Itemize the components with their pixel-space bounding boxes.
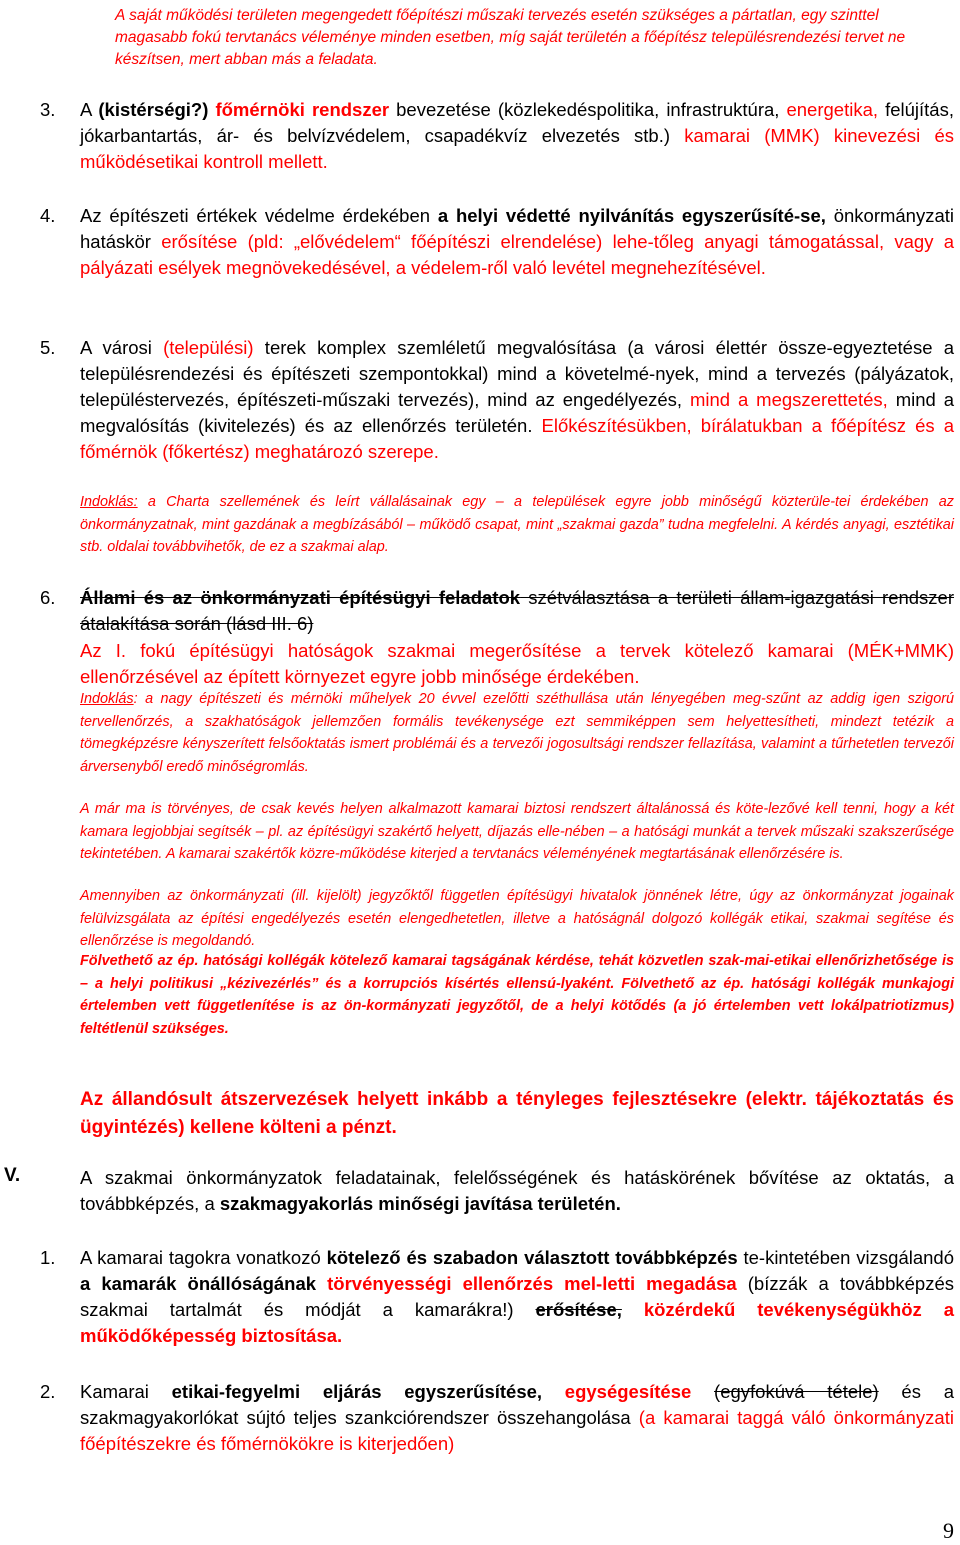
item-5-number: 5. (40, 337, 56, 358)
item-3-text: A (kistérségi?) főmérnöki rendszer bevezetése (közlekedéspolitika, infrastruktúra, energetika, felújítás, jókarbantartás, ár- és belvízvédelem, csapadékvíz elvezetés stb.) kamarai (MMK) kinevezési és működésetikai kontroll mellett. (80, 99, 954, 172)
item-6-paragraph-2: A már ma is törvényes, de csak kevés helyen alkalmazott kamarai biztosi rendszert általánossá és köte-lezővé kell tenni, hogy a két kamara legjobbjai segítsék – pl. az építésügyi szakértő helyett, díjazás elle-nében – a hatósági munkát a tervek műszaki szakszerűsége tekintetében. A kamarai szakértők közre-működése kiterjed a tervtanács véleményének megtartásának ellenőrzésére is. (80, 801, 954, 862)
item-6-main: Az I. fokú építésügyi hatóságok szakmai megerősítése a tervek kötelező kamarai (MÉK+MMK) ellenőrzésével az épített környezet egyre jobb minősége érdekében. (80, 640, 954, 687)
item-6-conclusion: Az állandósult átszervezések helyett inkább a tényleges fejlesztésekre (elektr. tájékoztatás és ügyintézés) kellene költeni a pénzt. (80, 1089, 954, 1138)
item-3-number: 3. (40, 99, 56, 120)
paragraph-top: A saját működési területen megengedett főépítészi műszaki tervezés esetén szükséges a pártatlan, egy szinttel magasabb fokú tervtanács véleménye minden esetben, míg saját területén a főépítész településrendezési tervet ne készítsen, mert abban más a feladata. (115, 7, 906, 68)
v-item-2-text: Kamarai etikai-fegyelmi eljárás egyszerűsítése, egységesítése (egyfokúvá tétele) és a szakmagyakorlókat sújtó teljes szankciórendszer összehangolása (a kamarai taggá váló önkormányzati főépítészekre és főmérnökökre is kiterjedően) (80, 1381, 954, 1454)
section-v-title: A szakmai önkormányzatok feladatainak, felelősségének és hatáskörének bővítése az oktatás, a továbbképzés, a szakmagyakorlás minőségi javítása területén. (80, 1167, 954, 1214)
v-item-1-text: A kamarai tagokra vonatkozó kötelező és szabadon választott továbbképzés te-kintetében vizsgálandó a kamarák önállóságának törvényességi ellenőrzés mel-letti megadása (bízzák a továbbképzés szakmai tartalmát és módját a kamarákra!) erősítése, közérdekű tevékenységükhöz a működőképesség biztosítása. (80, 1247, 955, 1346)
item-4-text: Az építészeti értékek védelme érdekében a helyi védetté nyilvánítás egyszerűsíté-se, önkormányzati hatáskör erősítése (pld: „elővédelem“ főépítészi elrendelése) lehe-tőleg anyagi támogatással, vagy a pályázati esélyek megnövekedésével, a védelem-ről való levétel megnehezítésével. (80, 205, 955, 278)
item-6-paragraph-3: Amennyiben az önkormányzati (ill. kijelölt) jegyzőktől független építésügyi hivatalok jönnének létre, úgy az önkormányzat jogainak felülvizsgálata az építési engedélyezés esetén elengedhetetlen, illetve a hatóságnál dolgozó kollégák etikai, szakmai segítése és ellenőrzése is megoldandó. (80, 888, 954, 949)
v-item-1-number: 1. (40, 1247, 56, 1268)
item-6-heading: Állami és az önkormányzati építésügyi feladatok szétválasztása a területi állam-igazgatási rendszer átalakítása során (lásd III. 6) (80, 587, 955, 634)
item-5-justification: Indoklás: a Charta szellemének és leírt vállalásainak egy – a települések egyre jobb minőségű közterüle-tei érdekében az önkormányzatnak, mint gazdának a megbízásából – működő csapat, mint „szakmai gazda” tudna megfelelni. A kérdés anyagi, esztétikai stb. oldalai továbbvihetők, de ez a szakmai alap. (80, 494, 954, 555)
page-number: 9 (943, 1518, 954, 1543)
item-6-paragraph-4: Fölvethető az ép. hatósági kollégák kötelező kamarai tagságának kérdése, tehát közvetlen szak-mai-etikai ellenőrizhetősége is – a helyi politikusi „kézivezérlés” és a korrupciós kísértés ellensú-lyaként. Fölvethető az ép. hatósági kollégák munkajogi értelemben vett függetlenítése is az ön-kormányzati jegyzőtől, de a helyi kötődés (a jó értelemben vett lokálpatriotizmus) feltétlenül szükséges. (80, 953, 954, 1037)
item-5-text: A városi (települési) terek komplex szemléletű megvalósítása (a városi élettér össze-egyeztetése a településrendezési és építészeti szempontokkal) mind a követelmé-nyek, mind a tervezés (pályázatok, településtervezés, építészeti-műszaki tervezés), mind az engedélyezés, mind a megszerettetés, mind a megvalósítás (kivitelezés) és az ellenőrzés területén. Előkészítésükben, bírálatukban a főépítész és a főmérnök (főkertész) meghatározó szerepe. (80, 337, 954, 462)
item-6-number: 6. (40, 587, 56, 608)
item-4-number: 4. (40, 205, 56, 226)
v-item-2-number: 2. (40, 1381, 56, 1402)
section-v-number: V. (4, 1165, 21, 1186)
item-6-justification: Indoklás: a nagy építészeti és mérnöki műhelyek 20 évvel ezelőtti széthullása után lényegében meg-szűnt az addig igen szigorú tervellenőrzés, a szakhatóságok jellemzően formális tevékenysége ezt semmiképpen sem helyettesítheti, mindezt tetézik a tömegképzésre kényszerített felsőoktatás ismert problémái és a tervezői jogosultsági rendszer fellazítása, valamint a tűrhetetlen tervezői árversenyből eredő minőségromlás. (80, 691, 954, 775)
